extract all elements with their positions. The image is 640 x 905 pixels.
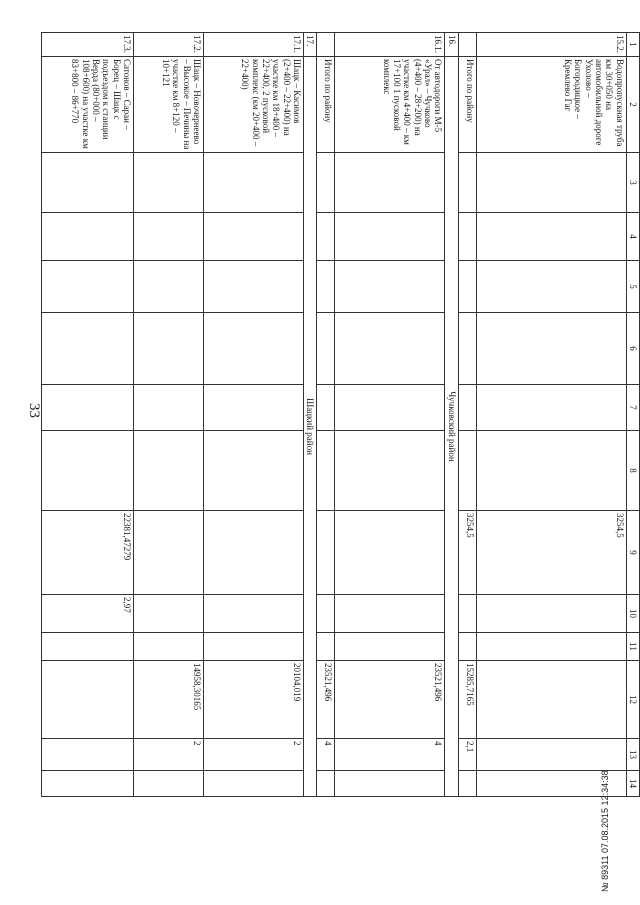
empty-cell	[317, 313, 335, 385]
column-number-13: 13	[626, 739, 639, 771]
empty-cell	[458, 213, 476, 261]
table-row	[335, 33, 445, 797]
empty-cell	[476, 261, 626, 313]
cell-col-10	[476, 595, 626, 633]
empty-cell	[476, 633, 626, 661]
cell-col-10	[317, 595, 335, 633]
column-number-11: 11	[626, 633, 639, 661]
cell-col-13	[41, 739, 133, 771]
empty-cell	[203, 633, 303, 661]
row-number: 15.2.	[476, 33, 626, 57]
column-number-5: 5	[626, 261, 639, 313]
table-body	[41, 33, 626, 797]
empty-cell	[317, 385, 335, 431]
empty-cell	[41, 213, 133, 261]
cell-col-10	[335, 595, 445, 633]
cell-col-13: 4	[317, 739, 335, 771]
column-number-1: 1	[626, 33, 639, 57]
empty-cell	[203, 261, 303, 313]
column-number-9: 9	[626, 511, 639, 595]
total-row	[317, 33, 335, 797]
empty-cell	[203, 771, 303, 797]
cell-col-9	[203, 511, 303, 595]
empty-cell	[133, 431, 203, 511]
empty-cell	[335, 261, 445, 313]
column-number-8: 8	[626, 431, 639, 511]
column-number-7: 7	[626, 385, 639, 431]
empty-cell	[41, 431, 133, 511]
empty-cell	[317, 261, 335, 313]
empty-cell	[133, 153, 203, 213]
row-number	[458, 33, 476, 57]
cell-col-13: 2	[133, 739, 203, 771]
empty-cell	[476, 213, 626, 261]
empty-cell	[133, 261, 203, 313]
column-number-row	[626, 33, 639, 797]
cell-col-10	[133, 595, 203, 633]
empty-cell	[317, 771, 335, 797]
empty-cell	[458, 385, 476, 431]
empty-cell	[317, 153, 335, 213]
cell-col-12	[476, 661, 626, 739]
empty-cell	[133, 771, 203, 797]
district-row	[303, 33, 316, 797]
row-number: 17.3.	[41, 33, 133, 57]
row-number: 17.2.	[133, 33, 203, 57]
cell-col-13: 2,1	[458, 739, 476, 771]
empty-cell	[41, 261, 133, 313]
cell-col-12	[41, 661, 133, 739]
empty-cell	[133, 633, 203, 661]
cell-col-9	[317, 511, 335, 595]
cell-col-12: 23521,496	[317, 661, 335, 739]
empty-cell	[133, 313, 203, 385]
empty-cell	[133, 385, 203, 431]
empty-cell	[41, 313, 133, 385]
column-number-12: 12	[626, 661, 639, 739]
column-number-3: 3	[626, 153, 639, 213]
table-row	[133, 33, 203, 797]
cell-col-13	[476, 739, 626, 771]
empty-cell	[203, 153, 303, 213]
empty-cell	[335, 771, 445, 797]
object-name: От автодороги М-5 «Урал» – Чучково (4+400 – 28+200) на участке км 4+400 – км 17+100 1 пусковой комплекс	[335, 57, 445, 153]
empty-cell	[476, 153, 626, 213]
empty-cell	[476, 313, 626, 385]
empty-cell	[335, 313, 445, 385]
object-name: Итого по району	[317, 57, 335, 153]
empty-cell	[41, 153, 133, 213]
cell-col-12: 23521,496	[335, 661, 445, 739]
object-name: Шацк – Касимов (2+400 – 22+400) на участке км 18+400 – 22+400, 2 пусковой комплекс (км 20+400 – 22+400)	[203, 57, 303, 153]
empty-cell	[458, 771, 476, 797]
total-row	[458, 33, 476, 797]
object-name: Итого по району	[458, 57, 476, 153]
cell-col-10	[203, 595, 303, 633]
row-number: 16.1.	[335, 33, 445, 57]
cell-col-9	[335, 511, 445, 595]
column-number-10: 10	[626, 595, 639, 633]
object-name: Водопропускная труба км 30+050 на автомобильной дороге Ухолово – Богородицкое – Кремлево Гаг	[476, 57, 626, 153]
cell-col-12: 14958,30165	[133, 661, 203, 739]
empty-cell	[133, 213, 203, 261]
empty-cell	[317, 431, 335, 511]
empty-cell	[458, 431, 476, 511]
empty-cell	[203, 313, 303, 385]
page-number: 33	[26, 403, 42, 418]
empty-cell	[335, 153, 445, 213]
cell-col-10: 2,97	[41, 595, 133, 633]
cell-col-13: 2	[203, 739, 303, 771]
data-table	[41, 32, 640, 797]
footer-stamp	[600, 770, 610, 892]
empty-cell	[203, 431, 303, 511]
cell-col-9: 3254,5	[476, 511, 626, 595]
column-number-6: 6	[626, 313, 639, 385]
cell-col-9: 3254,5	[458, 511, 476, 595]
empty-cell	[476, 431, 626, 511]
cell-col-9: 22381,47279	[41, 511, 133, 595]
empty-cell	[317, 633, 335, 661]
cell-col-12: 20104,019	[203, 661, 303, 739]
empty-cell	[41, 771, 133, 797]
column-number-4: 4	[626, 213, 639, 261]
table-row	[476, 33, 626, 797]
object-name: Сатонов – Сараи – Борец – Шацк с подъездом к станции Верда (80+000 – 108+600) на участке км 83+800 – 86+770	[41, 57, 133, 153]
district-row	[445, 33, 458, 797]
row-number: 16.	[445, 33, 458, 57]
empty-cell	[476, 385, 626, 431]
empty-cell	[203, 213, 303, 261]
cell-col-10	[458, 595, 476, 633]
district-name: Чучковский район	[445, 57, 458, 797]
cell-col-12: 15285,7165	[458, 661, 476, 739]
empty-cell	[458, 153, 476, 213]
cell-col-13: 4	[335, 739, 445, 771]
empty-cell	[317, 213, 335, 261]
district-name: Шацкий район	[303, 57, 316, 797]
empty-cell	[335, 431, 445, 511]
table-row	[203, 33, 303, 797]
empty-cell	[458, 313, 476, 385]
empty-cell	[458, 261, 476, 313]
table-row	[41, 33, 133, 797]
empty-cell	[203, 385, 303, 431]
empty-cell	[41, 385, 133, 431]
row-number	[317, 33, 335, 57]
column-number-14: 14	[626, 771, 639, 797]
table-frame	[56, 32, 640, 796]
column-number-2: 2	[626, 57, 639, 153]
row-number: 17.1.	[203, 33, 303, 57]
cell-col-9	[133, 511, 203, 595]
row-number: 17.	[303, 33, 316, 57]
object-name: Шацк – Новочернеево – Высокое – Печины на участке км 8+120 – 10+121	[133, 57, 203, 153]
empty-cell	[335, 385, 445, 431]
empty-cell	[41, 633, 133, 661]
empty-cell	[335, 633, 445, 661]
empty-cell	[458, 633, 476, 661]
registration-stamp: № 89311 07.08.2015 12:34:38	[600, 770, 610, 892]
empty-cell	[335, 213, 445, 261]
